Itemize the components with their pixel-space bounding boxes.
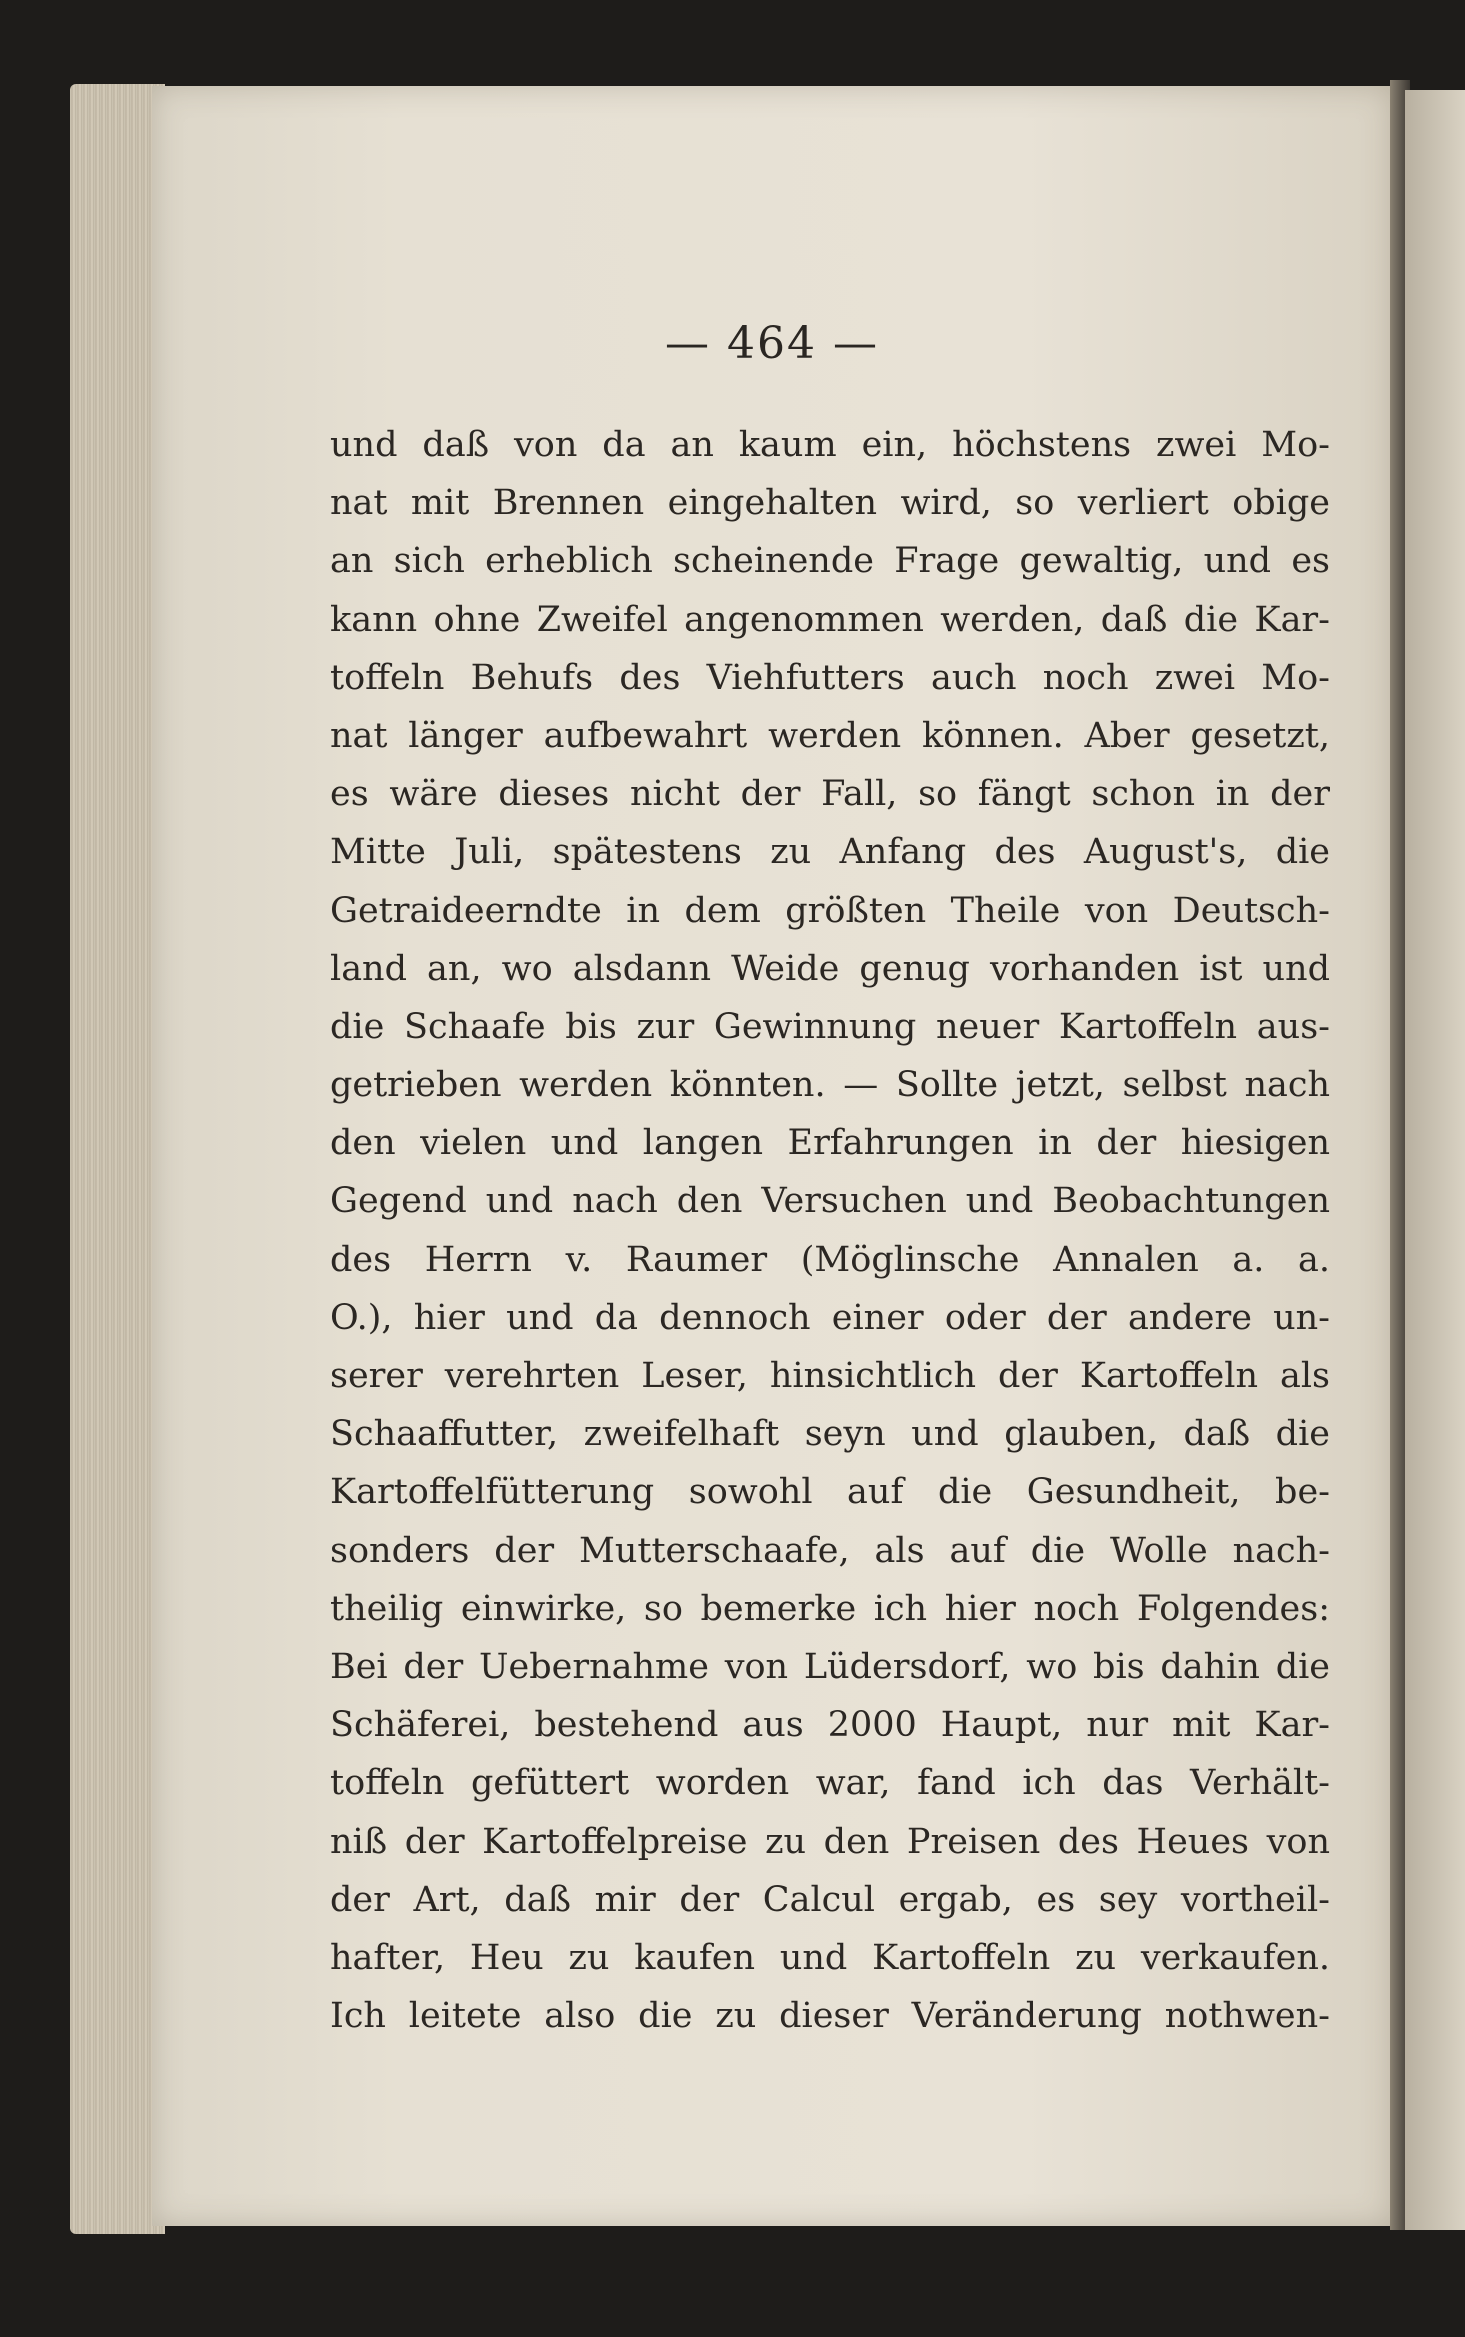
text-line: hafter, Heu zu kaufen und Kartoffeln zu verkaufen. bbox=[330, 1937, 1330, 1978]
text-line: und daß von da an kaum ein, höchstens zwei Mo- bbox=[330, 425, 1330, 465]
text-line: land an, wo alsdann Weide genug vorhanden ist und bbox=[330, 948, 1330, 989]
text-line: an sich erheblich scheinende Frage gewaltig, und es bbox=[330, 541, 1330, 582]
text-line: es wäre dieses nicht der Fall, so fängt schon in der bbox=[330, 774, 1330, 815]
text-line: Kartoffelfütterung sowohl auf die Gesundheit, be- bbox=[330, 1472, 1330, 1513]
text-line: serer verehrten Leser, hinsichtlich der Kartoffeln als bbox=[330, 1356, 1330, 1396]
text-line: Bei der Uebernahme von Lüdersdorf, wo bis dahin die bbox=[330, 1646, 1330, 1687]
text-line: sonders der Mutterschaafe, als auf die Wolle nach- bbox=[330, 1530, 1330, 1571]
text-line: toffeln gefüttert worden war, fand ich das Verhält- bbox=[330, 1763, 1330, 1804]
text-line: Gegend und nach den Versuchen und Beobachtungen bbox=[330, 1181, 1330, 1222]
text-line: getrieben werden könnten. — Sollte jetzt, selbst nach bbox=[330, 1065, 1330, 1106]
text-line: Schaaffutter, zweifelhaft seyn und glauben, daß die bbox=[330, 1414, 1330, 1455]
text-line: des Herrn v. Raumer (Möglinsche Annalen a. a. bbox=[330, 1239, 1330, 1280]
text-line: den vielen und langen Erfahrungen in der hiesigen bbox=[330, 1123, 1330, 1164]
text-line: nat mit Brennen eingehalten wird, so verliert obige bbox=[330, 483, 1330, 524]
text-line: der Art, daß mir der Calcul ergab, es sey vortheil- bbox=[330, 1879, 1330, 1920]
text-line: die Schaafe bis zur Gewinnung neuer Kartoffeln aus- bbox=[330, 1006, 1330, 1047]
text-line: kann ohne Zweifel angenommen werden, daß die Kar- bbox=[330, 599, 1330, 640]
page-edges bbox=[70, 84, 165, 2234]
text-line: nat länger aufbewahrt werden können. Aber gesetzt, bbox=[330, 715, 1330, 756]
text-line: O.), hier und da dennoch einer oder der andere un- bbox=[330, 1297, 1330, 1338]
text-line: niß der Kartoffelpreise zu den Preisen des Heues von bbox=[330, 1821, 1330, 1862]
book-page bbox=[152, 86, 1392, 2226]
page-number: — 464 — bbox=[665, 318, 879, 369]
facing-page-edge bbox=[1405, 90, 1465, 2230]
text-line: Schäferei, bestehend aus 2000 Haupt, nur mit Kar- bbox=[330, 1705, 1330, 1746]
text-line: Mitte Juli, spätestens zu Anfang des August's, die bbox=[330, 832, 1330, 873]
text-line: Ich leitete also die zu dieser Veränderung nothwen- bbox=[330, 1996, 1330, 2037]
text-line: toffeln Behufs des Viehfutters auch noch zwei Mo- bbox=[330, 657, 1330, 698]
text-line: Getraideerndte in dem größten Theile von Deutsch- bbox=[330, 890, 1330, 931]
text-line: theilig einwirke, so bemerke ich hier noch Folgendes: bbox=[330, 1588, 1330, 1629]
body-text bbox=[330, 416, 1330, 2045]
